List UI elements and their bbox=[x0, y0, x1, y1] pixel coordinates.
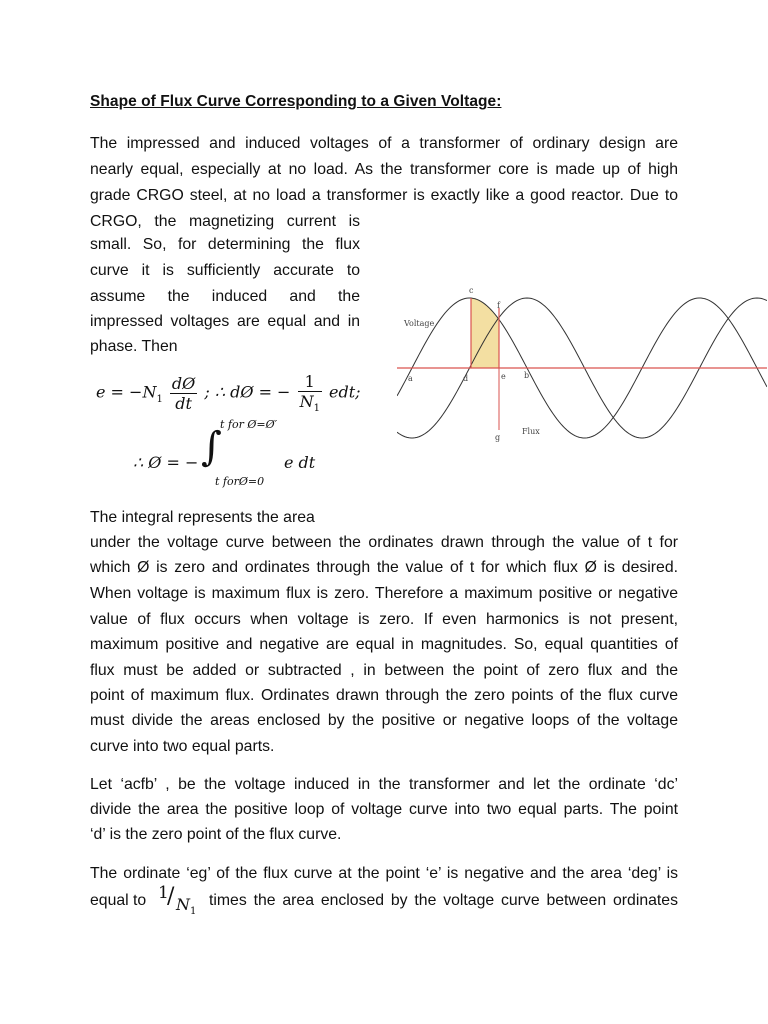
para3-line-3: ‘d’ is the zero point of the flux curve. bbox=[90, 826, 342, 843]
para2-line-10: curve into two equal parts. bbox=[90, 738, 275, 755]
point-c-label: c bbox=[469, 286, 474, 295]
para4-line-1: The ordinate ‘eg’ of the flux curve at the point ‘e’ is negative and the area ‘deg’ is bbox=[90, 865, 678, 882]
point-b-label: b bbox=[524, 371, 530, 380]
point-a-label: a bbox=[408, 374, 413, 383]
eq1-den1: dt bbox=[175, 393, 192, 413]
para3-line-2: divide the area the positive loop of voltage curve into two equal parts. The point bbox=[90, 801, 678, 818]
para1-line-4: CRGO, the magnetizing current is bbox=[90, 213, 360, 230]
eq1-num1: dØ bbox=[171, 373, 196, 393]
para1-line-8: impressed voltages are equal and in bbox=[90, 313, 360, 330]
inline-frac-den-n: N bbox=[176, 895, 190, 914]
eq2-lhs: ∴ Ø = − bbox=[133, 453, 199, 472]
voltage-label: Voltage bbox=[404, 319, 435, 328]
section-title: Shape of Flux Curve Corresponding to a Given Voltage: bbox=[90, 93, 502, 110]
eq1-fraction-1 bbox=[170, 374, 197, 413]
eq2-integral-sign: ∫ bbox=[201, 424, 222, 470]
para2-line-1: The integral represents the area bbox=[90, 509, 315, 526]
para1-line-5: small. So, for determining the flux bbox=[90, 236, 360, 253]
point-f-label: f bbox=[497, 301, 500, 310]
para1-line-3: grade CRGO steel, at no load a transformer is exactly like a good reactor. Due to bbox=[90, 187, 678, 204]
para1-line-9: phase. Then bbox=[90, 338, 178, 355]
para4-before: equal to bbox=[90, 892, 147, 909]
para1-line-7: assume the induced and the bbox=[90, 288, 360, 305]
inline-frac-num: 1 bbox=[158, 883, 169, 903]
para2-line-3: which Ø is zero and ordinates through the value of t for which flux Ø is desired. bbox=[90, 559, 678, 576]
para1-line-1: The impressed and induced voltages of a transformer of ordinary design are bbox=[90, 135, 678, 152]
para1-line-6: curve it is sufficiently accurate to bbox=[90, 262, 360, 279]
eq2-upper-limit: t for Ø=Ø′ bbox=[220, 418, 278, 431]
point-g-label: g bbox=[495, 433, 501, 442]
para2-line-4: When voltage is maximum flux is zero. Therefore a maximum positive or negative bbox=[90, 585, 678, 602]
eq1-sep: ; ∴ dØ = − bbox=[204, 382, 291, 402]
eq1-fraction-2 bbox=[298, 372, 322, 414]
eq1-rhs: edt; bbox=[329, 382, 361, 402]
eq2-integrand: e dt bbox=[284, 453, 316, 472]
eq2-lower-limit: t forØ=0 bbox=[215, 475, 265, 488]
para2-line-2: under the voltage curve between the ordinates drawn through the value of t for bbox=[90, 534, 678, 551]
para2-line-8: point of maximum flux. Ordinates drawn through the zero points of the flux curve bbox=[90, 687, 678, 704]
inline-frac-sub: 1 bbox=[190, 906, 197, 918]
para2-line-6: maximum positive and negative are equal in magnitudes. So, equal quantities of bbox=[90, 636, 678, 653]
inline-frac-slash: / bbox=[167, 884, 175, 909]
para2-line-9: must divide the areas enclosed by the positive or negative loops of the voltage bbox=[90, 712, 678, 729]
para2-line-5: value of flux occurs when voltage is zero. If even harmonics is not present, bbox=[90, 611, 678, 628]
eq1-lhs: e = −N bbox=[96, 382, 157, 402]
para1-line-2: nearly equal, especially at no load. As the transformer core is made up of high bbox=[90, 161, 678, 178]
flux-label: Flux bbox=[522, 427, 540, 436]
eq1-den2-sub: 1 bbox=[313, 403, 320, 415]
eq1-num2: 1 bbox=[298, 372, 322, 392]
eq1-den2: N bbox=[299, 392, 314, 411]
equation-1 bbox=[96, 372, 361, 414]
eq1-den2-wrap bbox=[298, 392, 322, 414]
para4-line-2 bbox=[90, 883, 678, 923]
para2-line-7: flux must be added or subtracted , in between the point of zero flux and the bbox=[90, 662, 678, 679]
inline-frac-den bbox=[176, 892, 196, 925]
para4-after: times the area enclosed by the voltage curve between ordinates bbox=[209, 892, 678, 909]
point-e-label: e bbox=[501, 372, 506, 381]
point-d-label: d bbox=[463, 374, 469, 383]
voltage-flux-figure bbox=[397, 280, 767, 465]
para3-line-1: Let ‘acfb’ , be the voltage induced in the transformer and let the ordinate ‘dc’ bbox=[90, 776, 678, 793]
eq1-sub1: 1 bbox=[156, 393, 163, 405]
